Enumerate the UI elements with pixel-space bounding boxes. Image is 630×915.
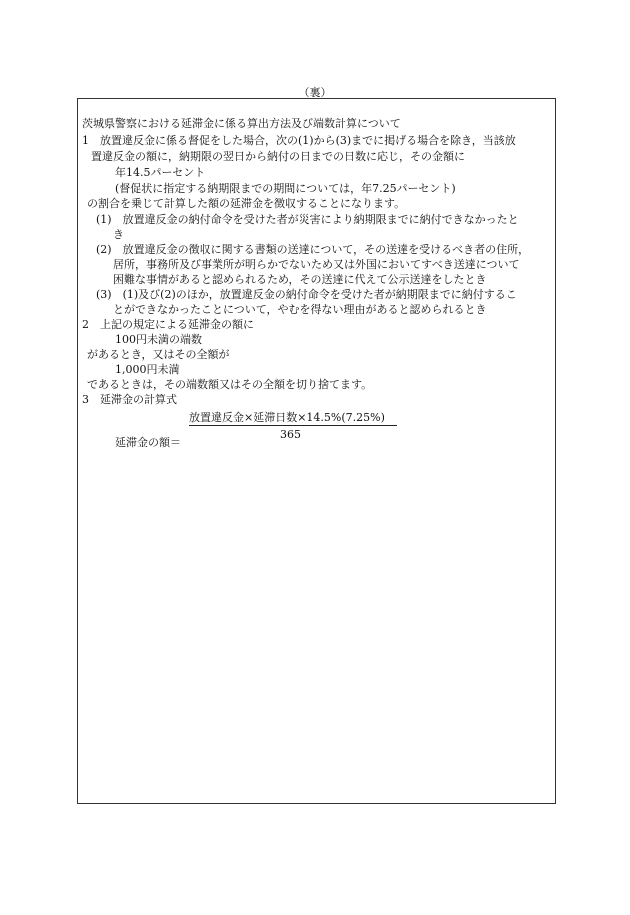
section1-rate: 年14.5パーセント [115, 166, 206, 179]
section1-item2-line1: (2) 放置違反金の徴収に関する書類の送達について，その送達を受けるべき者の住所， [96, 243, 530, 256]
section2-line1: 2 上記の規定による延滞金の額に [82, 318, 254, 331]
section1-item2-line3: 困難な事情があると認められるため，その送達に代えて公示送達をしたとき [113, 273, 487, 286]
section2-line3: であるときは，その端数額又はその全額を切り捨てます。 [87, 378, 373, 391]
section1-tail: の割合を乗じて計算した額の延滞金を徴収することになります。 [87, 197, 406, 210]
section1-line1: 1 放置違反金に係る督促をした場合，次の(1)から(3)までに掲げる場合を除き，当該放 [82, 134, 516, 147]
section1-line2: 置違反金の額に，納期限の翌日から納付の日までの日数に応じ，その金額に [91, 150, 465, 163]
page-side-label: （裏） [298, 86, 332, 99]
formula-denominator: 365 [280, 428, 301, 441]
document-title: 茨城県警察における延滞金に係る算出方法及び端数計算について [82, 117, 401, 130]
fraction-bar [189, 425, 397, 426]
formula-label: 延滞金の額＝ [115, 436, 181, 449]
section1-item3-line2: とができなかったことについて，やむを得ない理由があると認められるとき [113, 303, 487, 316]
section3-heading: 3 延滞金の計算式 [82, 393, 177, 406]
section1-item1-line2: き [113, 228, 124, 241]
section1-item3-line1: (3) (1)及び(2)のほか，放置違反金の納付命令を受けた者が納期限までに納付するこ [96, 288, 517, 301]
section2-whole: 1,000円未満 [115, 363, 180, 376]
section2-line2: があるとき，又はその全額が [87, 348, 230, 361]
section1-rate-note: (督促状に指定する納期限までの期間については，年7.25パーセント) [115, 182, 456, 195]
formula-numerator: 放置違反金×延滞日数×14.5%(7.25%) [189, 411, 385, 424]
section2-fraction: 100円未満の端数 [115, 333, 202, 346]
section1-item2-line2: 居所，事務所及び事業所が明らかでないため又は外国においてすべき送達について [113, 258, 520, 271]
section1-item1-line1: (1) 放置違反金の納付命令を受けた者が災害により納期限までに納付できなかったと [96, 213, 519, 226]
